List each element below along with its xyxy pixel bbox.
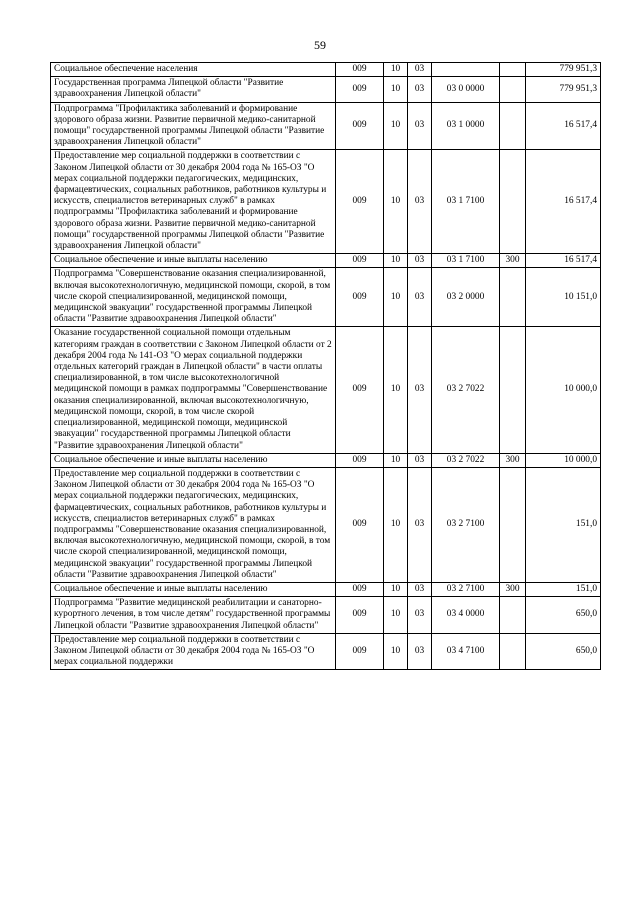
row-section-cell: 10 xyxy=(384,582,408,596)
row-target-article-cell: 03 2 7100 xyxy=(432,582,500,596)
row-admin-code-cell: 009 xyxy=(336,150,384,254)
row-expense-type-cell xyxy=(500,327,526,453)
row-subsection-cell: 03 xyxy=(408,150,432,254)
row-admin-code-cell: 009 xyxy=(336,633,384,670)
row-section-cell: 10 xyxy=(384,597,408,634)
row-name-cell: Социальное обеспечение населения xyxy=(51,63,336,77)
row-amount-cell: 151,0 xyxy=(526,582,601,596)
row-admin-code-cell: 009 xyxy=(336,268,384,327)
table-row xyxy=(51,77,601,102)
row-amount-cell: 16 517,4 xyxy=(526,150,601,254)
table-row xyxy=(51,150,601,254)
row-admin-code-cell: 009 xyxy=(336,582,384,596)
budget-table-body xyxy=(51,63,601,670)
budget-table xyxy=(50,62,601,670)
row-section-cell: 10 xyxy=(384,633,408,670)
row-name-cell: Предоставление мер социальной поддержки в соответствии с Законом Липецкой области от 30 декабря 2004 года № 165-ОЗ "О мерах социальной поддержки педагогических, медицинских, фармацевтических, социальных работников, работников культуры и искусств, специалистов ветеринарных служб" в рамках подпрограммы "Профилактика заболеваний и формирование здорового образа жизни. Развитие первичной медико-санитарной помощи" государственной программы Липецкой области "Развитие здравоохранения Липецкой области" xyxy=(51,150,336,254)
row-subsection-cell: 03 xyxy=(408,77,432,102)
row-name-cell: Социальное обеспечение и иные выплаты населению xyxy=(51,453,336,467)
table-row xyxy=(51,597,601,634)
row-target-article-cell: 03 2 7022 xyxy=(432,327,500,453)
row-target-article-cell: 03 1 0000 xyxy=(432,102,500,150)
row-subsection-cell: 03 xyxy=(408,582,432,596)
table-row xyxy=(51,582,601,596)
row-target-article-cell: 03 1 7100 xyxy=(432,254,500,268)
row-amount-cell: 10 000,0 xyxy=(526,327,601,453)
row-amount-cell: 16 517,4 xyxy=(526,254,601,268)
row-expense-type-cell: 300 xyxy=(500,254,526,268)
row-expense-type-cell xyxy=(500,77,526,102)
row-name-cell: Подпрограмма "Профилактика заболеваний и формирование здорового образа жизни. Развитие первичной медико-санитарной помощи" государственной программы Липецкой области "Развитие здравоохранения Липецкой области" xyxy=(51,102,336,150)
row-name-cell: Подпрограмма "Развитие медицинской реабилитации и санаторно-курортного лечения, в том числе детям" государственной программы Липецкой области "Развитие здравоохранения Липецкой области" xyxy=(51,597,336,634)
row-section-cell: 10 xyxy=(384,467,408,582)
row-section-cell: 10 xyxy=(384,254,408,268)
row-expense-type-cell xyxy=(500,597,526,634)
row-admin-code-cell: 009 xyxy=(336,327,384,453)
row-expense-type-cell xyxy=(500,63,526,77)
row-name-cell: Социальное обеспечение и иные выплаты населению xyxy=(51,254,336,268)
row-expense-type-cell: 300 xyxy=(500,453,526,467)
row-amount-cell: 650,0 xyxy=(526,597,601,634)
table-row xyxy=(51,102,601,150)
row-subsection-cell: 03 xyxy=(408,268,432,327)
table-row xyxy=(51,63,601,77)
row-expense-type-cell: 300 xyxy=(500,582,526,596)
row-target-article-cell: 03 4 0000 xyxy=(432,597,500,634)
row-name-cell: Государственная программа Липецкой области "Развитие здравоохранения Липецкой области" xyxy=(51,77,336,102)
row-subsection-cell: 03 xyxy=(408,102,432,150)
row-subsection-cell: 03 xyxy=(408,327,432,453)
row-expense-type-cell xyxy=(500,633,526,670)
row-target-article-cell: 03 0 0000 xyxy=(432,77,500,102)
row-section-cell: 10 xyxy=(384,453,408,467)
row-amount-cell: 10 000,0 xyxy=(526,453,601,467)
row-amount-cell: 10 151,0 xyxy=(526,268,601,327)
row-admin-code-cell: 009 xyxy=(336,63,384,77)
row-subsection-cell: 03 xyxy=(408,63,432,77)
row-name-cell: Предоставление мер социальной поддержки в соответствии с Законом Липецкой области от 30 декабря 2004 года № 165-ОЗ "О мерах социальной поддержки педагогических, медицинских, фармацевтических, социальных работников, работников культуры и искусств, специалистов ветеринарных служб" в рамках подпрограммы "Совершенствование оказания специализированной, включая высокотехнологичную, медицинской помощи, скорой, в том числе скорой специализированной, медицинской помощи, медицинской эвакуации" государственной программы Липецкой области "Развитие здравоохранения Липецкой области" xyxy=(51,467,336,582)
row-admin-code-cell: 009 xyxy=(336,453,384,467)
table-row xyxy=(51,268,601,327)
row-section-cell: 10 xyxy=(384,63,408,77)
row-name-cell: Предоставление мер социальной поддержки в соответствии с Законом Липецкой области от 30 декабря 2004 года № 165-ОЗ "О мерах социальной поддержки xyxy=(51,633,336,670)
row-amount-cell: 779 951,3 xyxy=(526,63,601,77)
row-name-cell: Подпрограмма "Совершенствование оказания специализированной, включая высокотехнологичную, медицинской помощи, скорой, в том числе скорой специализированной, медицинской помощи, медицинской эвакуации" государственной программы Липецкой области "Развитие здравоохранения Липецкой области" xyxy=(51,268,336,327)
row-subsection-cell: 03 xyxy=(408,453,432,467)
row-subsection-cell: 03 xyxy=(408,597,432,634)
row-section-cell: 10 xyxy=(384,102,408,150)
row-section-cell: 10 xyxy=(384,77,408,102)
row-target-article-cell: 03 2 0000 xyxy=(432,268,500,327)
row-section-cell: 10 xyxy=(384,268,408,327)
row-target-article-cell: 03 4 7100 xyxy=(432,633,500,670)
row-target-article-cell: 03 1 7100 xyxy=(432,150,500,254)
row-subsection-cell: 03 xyxy=(408,633,432,670)
row-admin-code-cell: 009 xyxy=(336,77,384,102)
row-admin-code-cell: 009 xyxy=(336,597,384,634)
row-admin-code-cell: 009 xyxy=(336,102,384,150)
row-section-cell: 10 xyxy=(384,150,408,254)
table-row xyxy=(51,633,601,670)
row-expense-type-cell xyxy=(500,268,526,327)
table-row xyxy=(51,254,601,268)
row-subsection-cell: 03 xyxy=(408,467,432,582)
row-amount-cell: 16 517,4 xyxy=(526,102,601,150)
row-name-cell: Социальное обеспечение и иные выплаты населению xyxy=(51,582,336,596)
row-amount-cell: 650,0 xyxy=(526,633,601,670)
row-section-cell: 10 xyxy=(384,327,408,453)
row-amount-cell: 151,0 xyxy=(526,467,601,582)
page-number: 59 xyxy=(314,38,326,52)
row-amount-cell: 779 951,3 xyxy=(526,77,601,102)
row-target-article-cell xyxy=(432,63,500,77)
row-target-article-cell: 03 2 7022 xyxy=(432,453,500,467)
row-expense-type-cell xyxy=(500,467,526,582)
table-row xyxy=(51,327,601,453)
row-admin-code-cell: 009 xyxy=(336,467,384,582)
row-name-cell: Оказание государственной социальной помощи отдельным категориям граждан в соответствии с Законом Липецкой области от 2 декабря 2004 года № 141-ОЗ "О мерах социальной поддержки отдельных категорий граждан в Липецкой области" в части оплаты специализированной, в том числе высокотехнологичной медицинской помощи в рамках подпрограммы "Совершенствование оказания специализированной, включая высокотехнологичную, медицинской помощи, скорой, в том числе скорой специализированной, медицинской помощи, медицинской эвакуации" государственной программы Липецкой области "Развитие здравоохранения Липецкой области" xyxy=(51,327,336,453)
row-expense-type-cell xyxy=(500,102,526,150)
row-admin-code-cell: 009 xyxy=(336,254,384,268)
row-subsection-cell: 03 xyxy=(408,254,432,268)
table-row xyxy=(51,453,601,467)
row-target-article-cell: 03 2 7100 xyxy=(432,467,500,582)
table-row xyxy=(51,467,601,582)
row-expense-type-cell xyxy=(500,150,526,254)
